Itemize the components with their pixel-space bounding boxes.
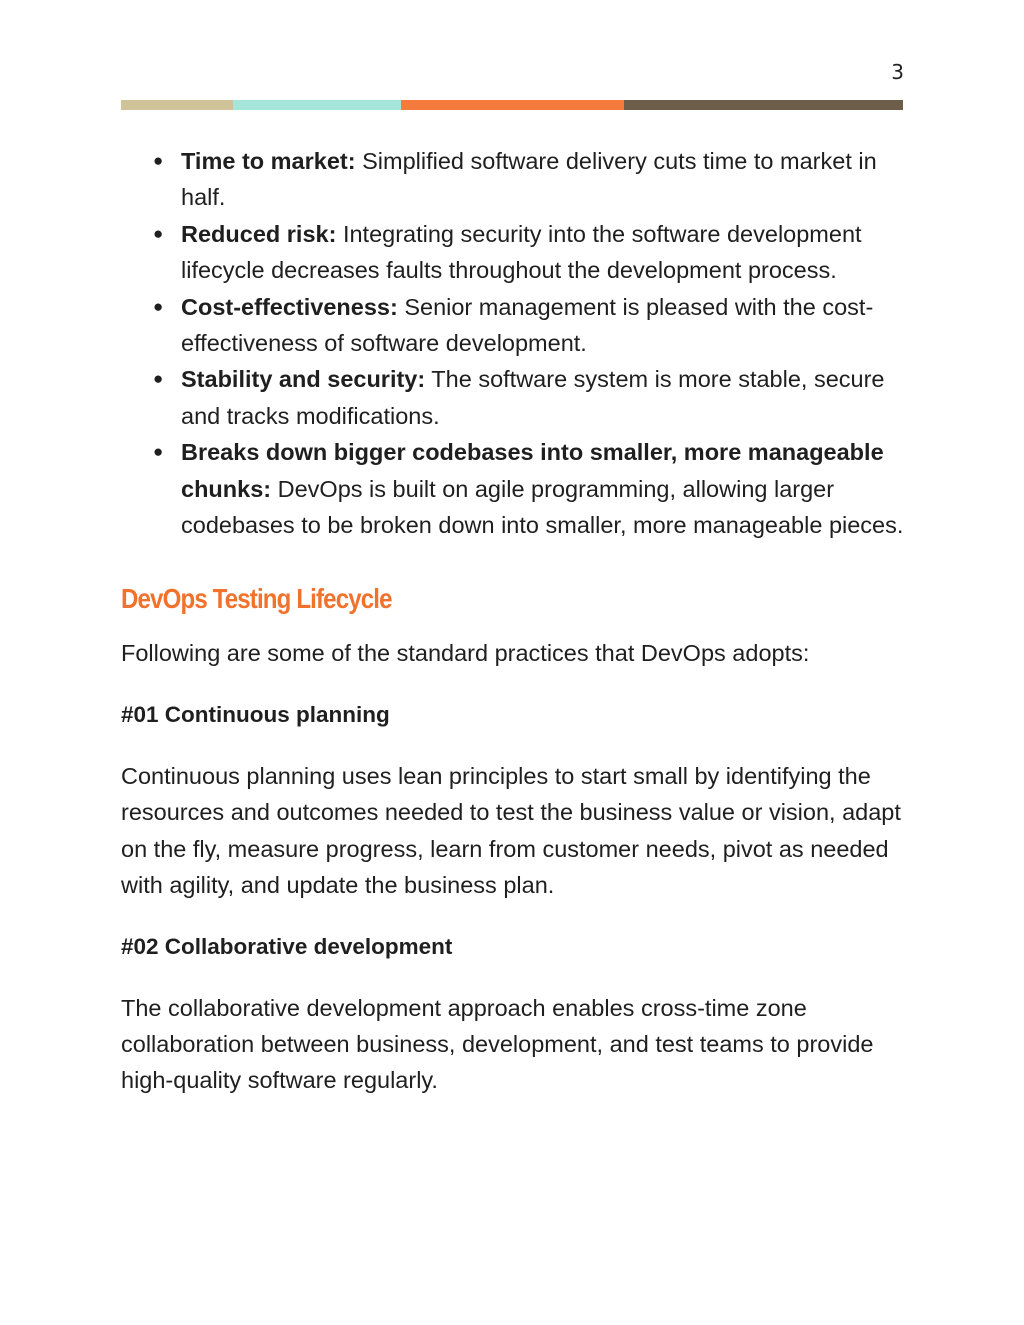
list-item-title: Stability and security: <box>181 366 426 393</box>
section-heading: DevOps Testing Lifecycle <box>121 583 392 615</box>
practice-body-continuous-planning: Continuous planning uses lean principles to start small by identifying the resources and outcomes needed to test the business value or vision, adapt on the fly, measure progress, learn from customer needs, pivot as needed with agility, and update the business plan. <box>121 762 901 899</box>
practice-heading-collaborative-development: #02 Collaborative development <box>121 933 453 959</box>
bullet-icon: ● <box>153 442 164 462</box>
header-color-bar <box>121 100 903 110</box>
list-item-text: The software system is more stable, secure and tracks modifications. <box>181 366 885 429</box>
benefits-list <box>121 143 911 543</box>
list-item-text: Senior management is pleased with the cost-effectiveness of software development. <box>181 293 874 357</box>
list-item <box>121 216 911 289</box>
color-bar-segment-4 <box>624 100 903 110</box>
list-item-text: Integrating security into the software development lifecycle decreases faults throughout the development process. <box>181 220 862 284</box>
list-item-title: Reduced risk: <box>181 220 337 247</box>
page-number: 3 <box>891 60 904 84</box>
list-item-title: Time to market: <box>181 148 356 174</box>
list-item <box>121 361 911 434</box>
bullet-icon: ● <box>153 369 164 389</box>
list-item <box>121 143 911 216</box>
list-item-title: Cost-effectiveness: <box>181 293 398 320</box>
list-item-title: Breaks down bigger codebases into smaller, more manageable chunks: <box>181 439 884 502</box>
color-bar-segment-3 <box>401 100 624 110</box>
bullet-icon: ● <box>153 296 164 316</box>
list-item <box>121 434 911 543</box>
document-body <box>121 143 911 1099</box>
color-bar-segment-2 <box>233 100 401 110</box>
list-item-text: Simplified software delivery cuts time to market in half. <box>181 148 877 211</box>
practice-heading-continuous-planning: #01 Continuous planning <box>121 701 390 727</box>
color-bar-segment-1 <box>121 100 233 110</box>
bullet-icon: ● <box>153 223 164 243</box>
practice-body-collaborative-development: The collaborative development approach enables cross-time zone collaboration between business, development, and test teams to provide high-quality software regularly. <box>121 994 874 1094</box>
list-item-text: DevOps is built on agile programming, allowing larger codebases to be broken down into smaller, more manageable pieces. <box>181 475 904 539</box>
list-item <box>121 289 911 362</box>
bullet-icon: ● <box>153 151 164 170</box>
section-intro: Following are some of the standard practices that DevOps adopts: <box>121 640 810 667</box>
